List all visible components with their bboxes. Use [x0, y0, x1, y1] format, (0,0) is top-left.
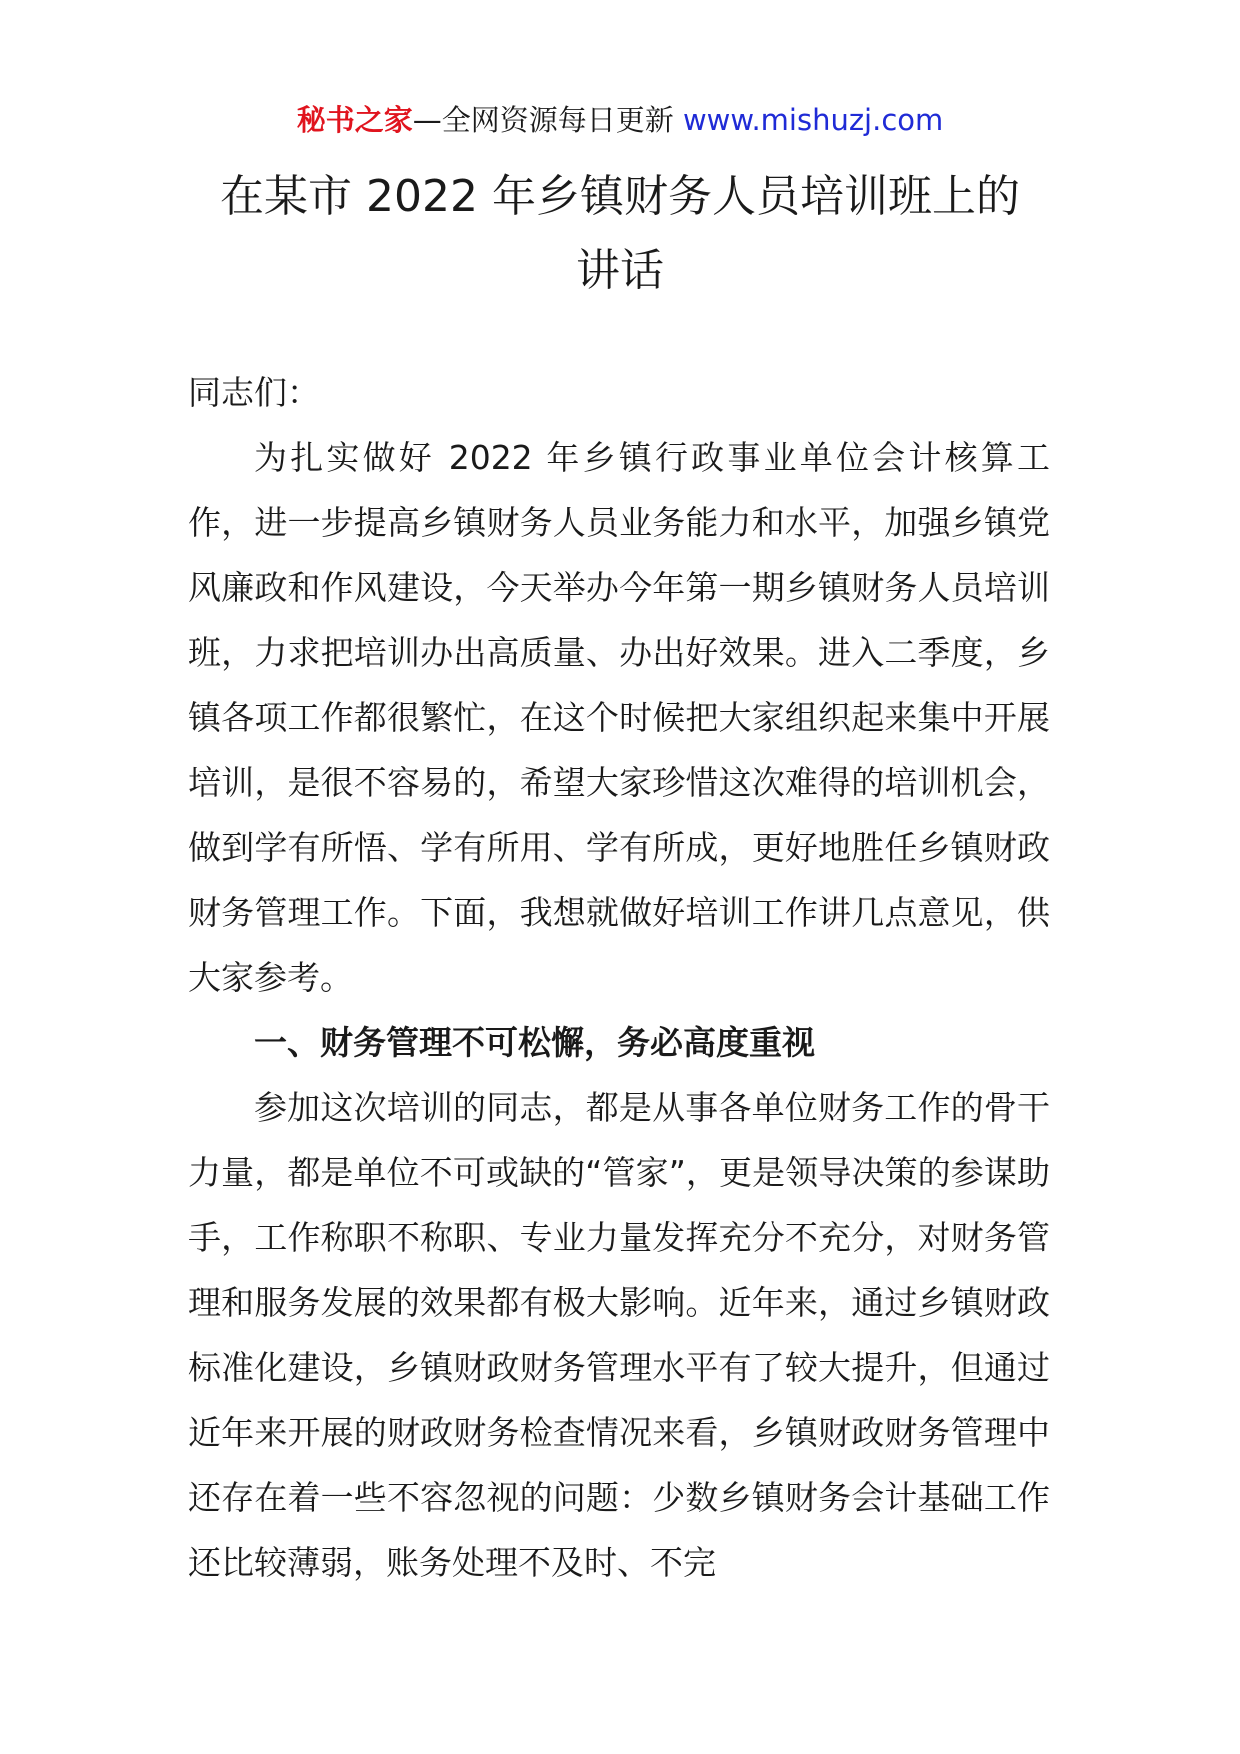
section-heading-1: 一、财务管理不可松懈，务必高度重视	[254, 1023, 815, 1062]
site-url-link[interactable]: www.mishuzj.com	[682, 103, 944, 137]
site-tagline: —全网资源每日更新	[412, 103, 674, 137]
site-header	[0, 100, 1240, 140]
title-line-1: 在某市 2022 年乡镇财务人员培训班上的	[220, 171, 1020, 222]
document-title	[0, 160, 1240, 308]
title-line-2: 讲话	[576, 245, 664, 296]
brand-name: 秘书之家	[296, 103, 413, 137]
paragraph-intro: 为扎实做好 2022 年乡镇行政事业单位会计核算工作，进一步提高乡镇财务人员业务能力和水平，加强乡镇党风廉政和作风建设，今天举办今年第一期乡镇财务人员培训班，力求把培训办出高质量、办出好效果。进入二季度，乡镇各项工作都很繁忙，在这个时候把大家组织起来集中开展培训，是很不容易的，希望大家珍惜这次难得的培训机会，做到学有所悟、学有所用、学有所成，更好地胜任乡镇财政财务管理工作。下面，我想就做好培训工作讲几点意见，供大家参考。	[188, 438, 1050, 997]
document-body	[188, 360, 1050, 1595]
salutation: 同志们：	[188, 373, 320, 412]
paragraph-section-1: 参加这次培训的同志，都是从事各单位财务工作的骨干力量，都是单位不可或缺的“管家”，更是领导决策的参谋助手，工作称职不称职、专业力量发挥充分不充分，对财务管理和服务发展的效果都有极大影响。近年来，通过乡镇财政标准化建设，乡镇财政财务管理水平有了较大提升，但通过近年来开展的财政财务检查情况来看，乡镇财政财务管理中还存在着一些不容忽视的问题：少数乡镇财务会计基础工作还比较薄弱，账务处理不及时、不完	[188, 1088, 1050, 1582]
